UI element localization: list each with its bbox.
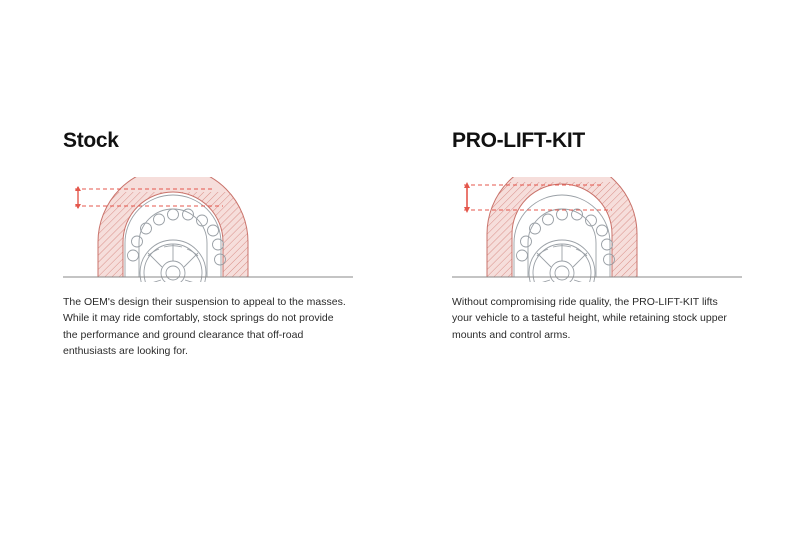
panel-stock [63, 130, 363, 359]
pro-lift-kit-wheel-diagram [452, 177, 742, 282]
page-title-pro-lift-kit: PRO-LIFT-KIT [452, 129, 585, 152]
wheel-illustration [514, 195, 615, 282]
panel-stock-description: The OEM's design their suspension to appeal to the masses. While it may ride comfortably, stock springs do not provide the performance and ground clearance that off-road enthusiasts are looking for. [63, 296, 346, 357]
stock-wheel-diagram [63, 177, 353, 282]
page-title-stock: Stock [63, 129, 119, 152]
panel-pro-lift-kit [452, 130, 752, 343]
panel-pro-lift-kit-description: Without compromising ride quality, the PRO-LIFT-KIT lifts your vehicle to a tasteful height, while retaining stock upper mounts and control arms. [452, 296, 727, 341]
